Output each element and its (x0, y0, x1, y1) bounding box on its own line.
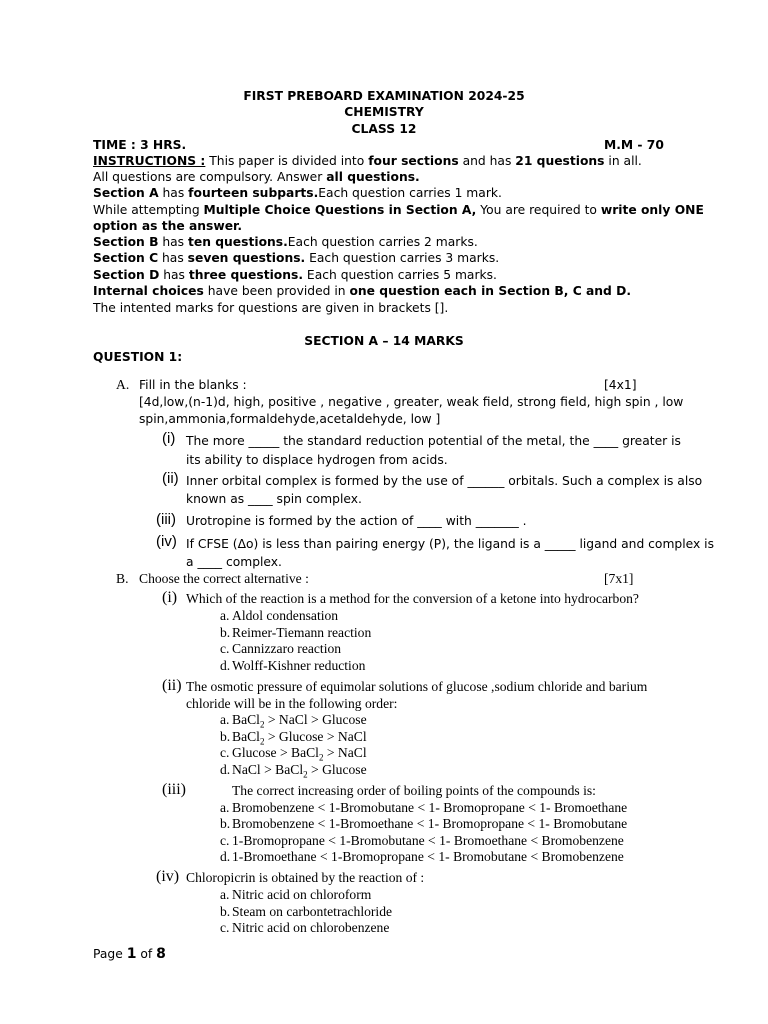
mcq-option-letter: c. (220, 833, 230, 848)
part-b-title: Choose the correct alternative : (139, 571, 309, 586)
item-number: (iv) (156, 533, 177, 550)
mcq-option-text: Bromobenzene < 1-Bromobutane < 1- Bromopropane < 1- Bromoethane (232, 800, 628, 815)
text: has (159, 268, 189, 282)
text: of (136, 947, 157, 961)
mcq-option-letter: b. (220, 625, 231, 640)
part-b-label: B. (116, 571, 129, 586)
text: You are required to (476, 203, 601, 217)
mcq-option-text: Nitric acid on chlorobenzene (232, 920, 390, 935)
total-pages: 8 (156, 946, 166, 962)
mcq-option-text: Nitric acid on chloroform (232, 887, 372, 902)
text: > NaCl (323, 745, 367, 760)
fill-item-text: If CFSE (Δo) is less than pairing energy (P), the ligand is a _____ ligand and complex is (186, 537, 715, 551)
mcq-option-letter: c. (220, 920, 230, 935)
mcq-option-letter: c. (220, 641, 230, 656)
page-number (93, 946, 166, 962)
text: fourteen subparts. (188, 186, 319, 200)
text: Each question carries 3 marks. (305, 251, 500, 265)
text: Section C (93, 251, 159, 265)
mcq-option-letter: b. (220, 904, 231, 919)
item-number: (iii) (156, 511, 176, 528)
mcq-option-letter: c. (220, 745, 230, 760)
instructions-line-3 (93, 185, 502, 201)
text: > Glucose > NaCl (264, 729, 367, 744)
section-a-heading: SECTION A – 14 MARKS (304, 334, 464, 348)
mcq-option-text: Reimer-Tiemann reaction (232, 625, 372, 640)
question-1-label: QUESTION 1: (93, 350, 183, 364)
text: This paper is divided into (205, 154, 369, 168)
mcq-option-text: Wolff-Kishner reduction (232, 658, 366, 673)
item-number: (ii) (162, 470, 179, 487)
exam-title: FIRST PREBOARD EXAMINATION 2024-25 (243, 89, 525, 103)
mcq-option-text (232, 762, 367, 783)
mcq-option-text: Bromobenzene < 1-Bromoethane < 1- Bromopropane < 1- Bromobutane (232, 816, 628, 831)
instructions-line-5: option as the answer. (93, 219, 243, 233)
part-a-word-bank-2: spin,ammonia,formaldehyde,acetaldehyde, low ] (139, 412, 441, 426)
mcq-option-text: Aldol condensation (232, 608, 339, 623)
text: Section A (93, 186, 159, 200)
text: four sections (368, 154, 459, 168)
mcq-option-letter: b. (220, 729, 231, 744)
instructions-line-2 (93, 169, 420, 185)
fill-item-text: Inner orbital complex is formed by the use of ______ orbitals. Such a complex is also (186, 474, 703, 488)
subscript: 2 (259, 736, 265, 747)
text: > Glucose (307, 762, 367, 777)
part-a-marks: [4x1] (604, 378, 637, 392)
text: Multiple Choice Questions in Section A, (203, 203, 477, 217)
fill-item-text: known as ____ spin complex. (186, 492, 362, 506)
current-page: 1 (126, 946, 137, 962)
text: Each question carries 1 mark. (318, 186, 502, 200)
mcq-question-text: chloride will be in the following order: (186, 696, 398, 711)
time-label: TIME : 3 HRS. (93, 138, 187, 152)
text: Each question carries 2 marks. (287, 235, 478, 249)
item-number: (iv) (156, 868, 180, 885)
mcq-option-letter: a. (220, 712, 230, 727)
instructions-line-9 (93, 283, 631, 299)
mcq-option-letter: b. (220, 816, 231, 831)
item-number: (iii) (162, 781, 186, 798)
mcq-option-letter: a. (220, 608, 230, 623)
text: > NaCl > Glucose (264, 712, 367, 727)
text: BaCl (232, 729, 260, 744)
text: 21 questions (515, 154, 605, 168)
instructions-line-1 (93, 153, 642, 169)
fill-item-text: a ____ complex. (186, 555, 282, 569)
instructions-line-7 (93, 250, 499, 266)
text: Page (93, 947, 127, 961)
text: has (158, 235, 188, 249)
mcq-question-text: The osmotic pressure of equimolar solutions of glucose ,sodium chloride and barium (186, 679, 648, 694)
mcq-option-text: Cannizzaro reaction (232, 641, 342, 656)
subscript: 2 (318, 752, 324, 763)
mcq-option-letter: d. (220, 849, 231, 864)
item-number: (ii) (162, 677, 182, 694)
text: one question each in Section B, C and D. (349, 284, 632, 298)
mcq-option-letter: d. (220, 762, 231, 777)
text: has (158, 251, 188, 265)
class-title: CLASS 12 (351, 122, 417, 136)
part-a-label: A. (116, 377, 130, 392)
text: and has (458, 154, 516, 168)
instructions-line-4 (93, 202, 704, 218)
mcq-question-text: The correct increasing order of boiling points of the compounds is: (232, 783, 596, 798)
text: Section B (93, 235, 159, 249)
text: all questions. (326, 170, 420, 184)
text: NaCl > BaCl (232, 762, 304, 777)
part-a-word-bank-1: [4d,low,(n-1)d, high, positive , negative , greater, weak field, strong field, high spin , low (139, 395, 684, 409)
instructions-line-10: The intented marks for questions are given in brackets []. (93, 301, 449, 315)
text: write only ONE (600, 203, 704, 217)
mcq-question-text: Which of the reaction is a method for the conversion of a ketone into hydrocarbon? (186, 591, 639, 606)
subscript: 2 (259, 719, 265, 730)
text: three questions. (188, 268, 304, 282)
text: in all. (604, 154, 642, 168)
instructions-line-6 (93, 234, 478, 250)
part-a-title: Fill in the blanks : (139, 378, 247, 392)
fill-item-text: The more _____ the standard reduction potential of the metal, the ____ greater is (186, 434, 681, 448)
fill-item-text: Urotropine is formed by the action of ____ with _______ . (186, 514, 527, 528)
fill-item-text: its ability to displace hydrogen from acids. (186, 453, 448, 467)
mcq-option-text: 1-Bromoethane < 1-Bromopropane < 1- Bromobutane < Bromobenzene (232, 849, 624, 864)
mcq-question-text: Chloropicrin is obtained by the reaction of : (186, 870, 425, 885)
instructions-line-8 (93, 267, 497, 283)
text: seven questions. (187, 251, 306, 265)
text: Each question carries 5 marks. (303, 268, 497, 282)
part-b-marks: [7x1] (604, 571, 634, 586)
text: All questions are compulsory. Answer (93, 170, 327, 184)
text: have been provided in (203, 284, 350, 298)
mcq-option-letter: a. (220, 887, 230, 902)
item-number: (i) (162, 589, 178, 606)
instructions-label: INSTRUCTIONS : (93, 154, 206, 168)
mcq-option-text: 1-Bromopropane < 1-Bromobutane < 1- Bromoethane < Bromobenzene (232, 833, 624, 848)
mcq-option-text: Steam on carbontetrachloride (232, 904, 393, 919)
text: BaCl (232, 712, 260, 727)
text: has (158, 186, 189, 200)
text: ten questions. (188, 235, 288, 249)
text: Internal choices (93, 284, 204, 298)
item-number: (i) (162, 430, 176, 447)
mcq-option-letter: a. (220, 800, 230, 815)
subscript: 2 (303, 769, 308, 780)
text: Section D (93, 268, 160, 282)
text: While attempting (93, 203, 204, 217)
text: Glucose > BaCl (232, 745, 319, 760)
subject-title: CHEMISTRY (344, 105, 424, 119)
mcq-option-letter: d. (220, 658, 231, 673)
max-marks: M.M - 70 (604, 138, 664, 152)
